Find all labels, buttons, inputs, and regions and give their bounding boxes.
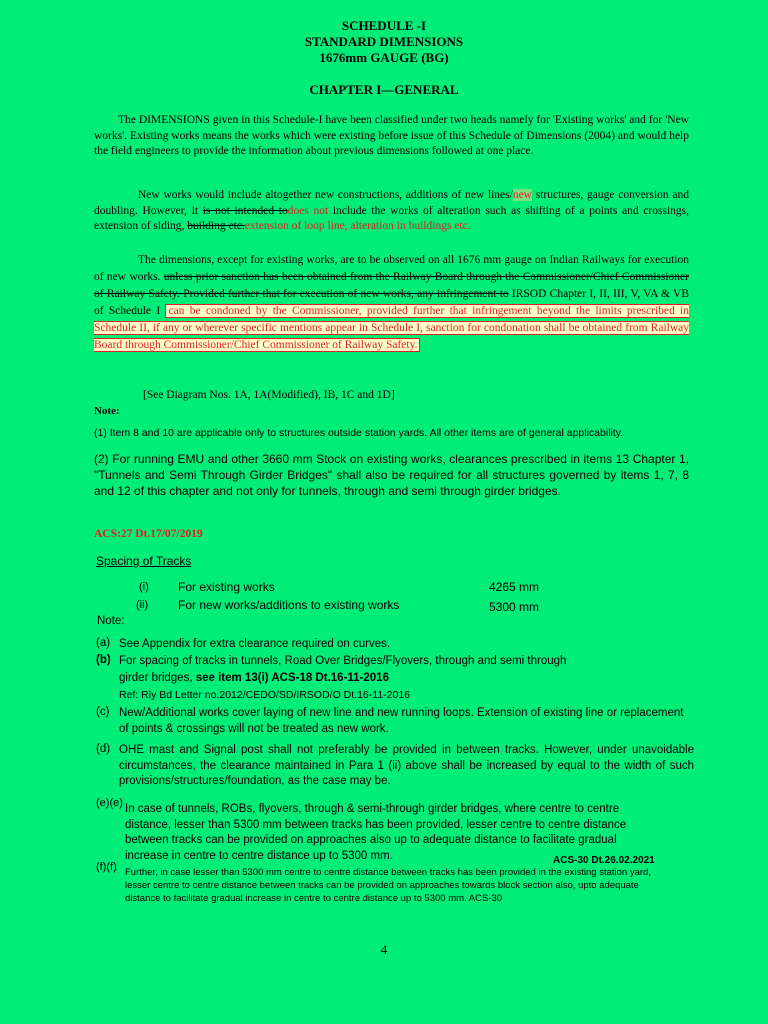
- inserted-text-2: extension of loop line, alteration in buildings etc.: [244, 220, 471, 232]
- new-works-text-2: structures, gauge conversion and doubling. However, it: [94, 189, 690, 217]
- item-d-marker: (d): [96, 743, 111, 755]
- item-f-marker: (f)(f): [96, 861, 117, 873]
- spacing-row-num: (i): [139, 581, 149, 593]
- item-e: In case of tunnels, ROBs, flyovers, through & semi-through girder bridges, where centre to centre distance, lesser than 5300 mm between tracks has been provided, lesser centre to centre distance between tracks can be provided on approaches also up to adequate distance to facilitate gradual increase in centre to centre distance up to 5300 mm.: [125, 803, 627, 862]
- new-works-paragraph: [94, 188, 689, 235]
- item-d: OHE mast and Signal post shall not preferably be provided in between tracks. However, under unavoidable circumstances, the clearance maintained in Para 1 (ii) above shall be increased by equal to the width of such provisions/structures/foundation, as the case may be.: [119, 744, 694, 787]
- new-works-text-1: New works would include altogether new constructions, additions of new lines/: [138, 189, 513, 201]
- spacing-row-value: 5300 mm: [489, 600, 540, 614]
- page-number: 4: [380, 942, 388, 957]
- diagram-reference: [See Diagram Nos. 1A, 1A(Modified), IB, 1C and 1D]: [143, 389, 395, 401]
- spacing-note-label: Note:: [97, 615, 125, 627]
- item-a: See Appendix for extra clearance required on curves.: [119, 638, 391, 650]
- spacing-row-value: 4265 mm: [489, 580, 540, 594]
- dimensions-paragraph: [94, 252, 689, 354]
- item-c-marker: (c): [96, 706, 110, 718]
- struck-text-1: is not intended to: [202, 204, 288, 217]
- spacing-of-tracks-title: Spacing of Tracks: [96, 554, 192, 568]
- struck-text-2: building etc.: [187, 220, 245, 232]
- inserted-text-1: does not: [287, 204, 329, 217]
- new-works-text-3: include the works of alteration such as shifting of a points and crossings, extension of siding,: [94, 204, 689, 232]
- gauge-title: 1676mm GAUGE (BG): [319, 50, 449, 65]
- item-b-line-3: Ref: Rly Bd Letter no.2012/CEDO/SD/IRSOD/O Dt.16-11-2016: [119, 689, 411, 701]
- schedule-heading: [0, 18, 768, 66]
- intro-paragraph: The DIMENSIONS given in this Schedule-I have been classified under two heads namely for 'Existing works' and for 'New works'. Existing works means the works which were existing before issue of this Schedule of Dimensions (2004) and would help the field engineers to provide the information about previous dimensions followed at one place.: [94, 114, 689, 157]
- schedule-title: SCHEDULE -I: [341, 18, 427, 33]
- condonation-text: can be condoned by the Commissioner, provided further that infringement beyond the limits prescribed in Schedule II, if any or wherever specific mentions appear in Schedule I, sanction for condonation shall be obtained from Railway Board through Commissioner/Chief Commissioner of Railway Safety.: [94, 305, 689, 351]
- item-f: Further, in case lesser than 5300 mm centre to centre distance between tracks has been provided in the existing station yard, lesser centre to centre distance between tracks can be provided on approaches towards block section also, upto adequate distance to facilitate gradual increase in centre to centre distance up to 5300 mm. ACS-30: [125, 867, 651, 904]
- item-c: New/Additional works cover laying of new line and new running loops. Extension of existing line or replacement of points & crossings will not be treated as new work.: [119, 707, 684, 735]
- struck-sanction-text: unless prior sanction has been obtained from the Railway Board through the Commissioner/Chief Commissioner of Railway Safety. Provided further that for execution of new works, any infringement to: [94, 271, 689, 300]
- item-b-line-2: [119, 671, 694, 687]
- note-1: (1) Item 8 and 10 are applicable only to structures outside station yards. All other items are of general applicability.: [94, 427, 624, 439]
- new-highlight: new: [512, 189, 532, 201]
- item-e-marker: (e)(e): [96, 797, 123, 809]
- item-b-line-1: For spacing of tracks in tunnels, Road Over Bridges/Flyovers, through and semi through: [119, 655, 567, 667]
- item-b-marker: (b): [96, 654, 111, 666]
- note-2: (2) For running EMU and other 3660 mm Stock on existing works, clearances prescribed in items 13 Chapter 1, "Tunnels and Semi Through Girder Bridges" shall also be required for all structures governed by items 1, 7, 8 and 12 of this chapter and not only for tunnels, through and semi through girder bridges.: [94, 452, 689, 498]
- acs-30-reference: ACS-30 Dt.26.02.2021: [553, 855, 655, 866]
- spacing-row-label: For new works/additions to existing works: [178, 598, 400, 612]
- note-label: Note:: [94, 405, 120, 417]
- chapter-title: CHAPTER I—GENERAL: [309, 82, 459, 97]
- dimensions-text-2: IRSOD Chapter I, II, III, V, VA & VB of Schedule I: [94, 288, 689, 317]
- item-b-text: girder bridges,: [119, 672, 196, 684]
- acs-27-reference: ACS:27 Dt.17/07/2019: [94, 528, 203, 540]
- item-a-marker: (a): [96, 637, 111, 649]
- dimensions-text-1: The dimensions, except for existing works, are to be observed on all 1676 mm gauge on Indian Railways for execution of new works.: [94, 254, 689, 283]
- spacing-row-num: (ii): [136, 599, 149, 611]
- schedule-subtitle: STANDARD DIMENSIONS: [304, 34, 464, 49]
- spacing-row-label: For existing works: [178, 580, 275, 594]
- item-b-reference: see item 13(i) ACS-18 Dt.16-11-2016: [195, 672, 389, 684]
